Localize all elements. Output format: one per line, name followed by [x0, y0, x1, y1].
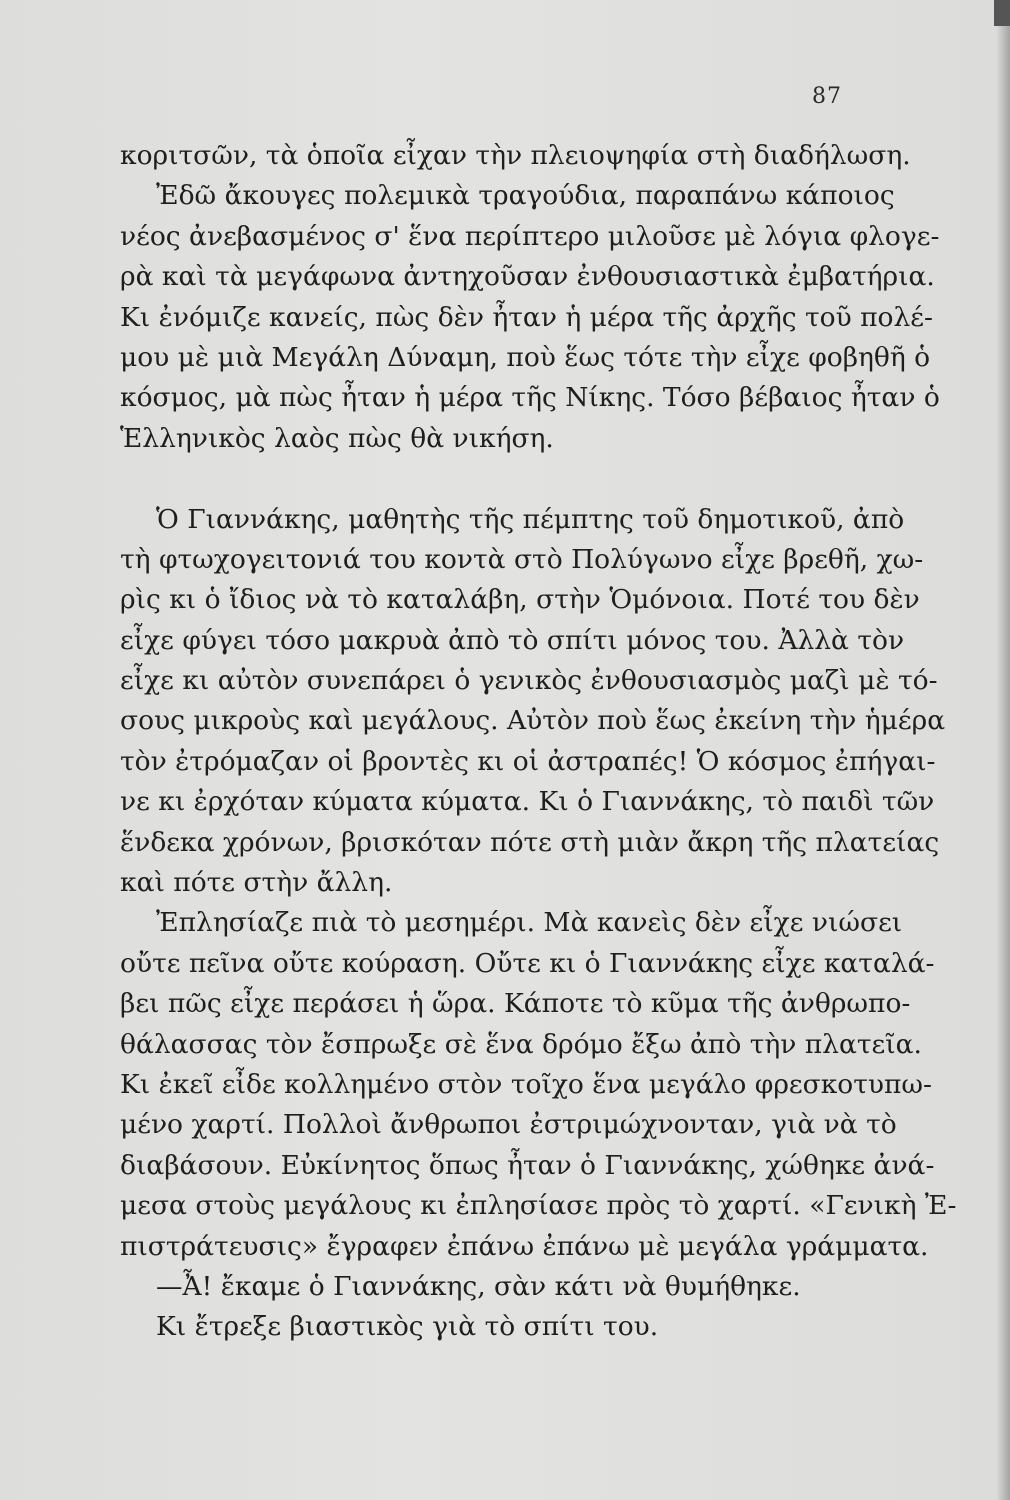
- text-line: μου μὲ μιὰ Μεγάλη Δύναμη, ποὺ ἕως τότε τὴν εἶχε φοβηθῆ ὁ: [120, 341, 931, 373]
- text-line: Κι ἐνόμιζε κανείς, πὼς δὲν ἦταν ἡ μέρα τῆς ἀρχῆς τοῦ πολέ-: [120, 301, 933, 333]
- text-line: μεσα στοὺς μεγάλους κι ἐπλησίασε πρὸς τὸ χαρτί. «Γενικὴ Ἐ-: [120, 1190, 957, 1222]
- text-line: διαβάσουν. Εὐκίνητος ὅπως ἦταν ὁ Γιαννάκης, χώθηκε ἀνά-: [120, 1149, 935, 1181]
- text-line: τὴ φτωχογειτονιά του κοντὰ στὸ Πολύγωνο εἶχε βρεθῆ, χω-: [120, 543, 924, 575]
- text-line: μένο χαρτί. Πολλοὶ ἄνθρωποι ἐστριμώχνονταν, γιὰ νὰ τὸ: [120, 1109, 897, 1141]
- text-line: κοριτσῶν, τὰ ὁποῖα εἶχαν τὴν πλειοψηφία στὴ διαδήλωση.: [120, 140, 911, 171]
- text-line: Ἐπλησίαζε πιὰ τὸ μεσημέρι. Μὰ κανεὶς δὲν εἶχε νιώσει: [156, 907, 903, 939]
- scan-corner-mark: [994, 0, 1010, 26]
- text-line: πιστράτευσις» ἔγραφεν ἐπάνω ἐπάνω μὲ μεγάλα γράμματα.: [120, 1230, 929, 1262]
- text-line: τὸν ἐτρόμαζαν οἱ βροντὲς κι οἱ ἀστραπές! Ὁ κόσμος ἐπήγαι-: [120, 745, 936, 777]
- body-text: [120, 136, 957, 1348]
- page-edge-shadow: [996, 0, 1010, 1500]
- text-line: ρὰ καὶ τὰ μεγάφωνα ἀντηχοῦσαν ἐνθουσιαστικὰ ἐμβατήρια.: [120, 261, 935, 293]
- text-line: Ἐδῶ ἄκουγες πολεμικὰ τραγούδια, παραπάνω κάποιος: [156, 180, 895, 212]
- text-line: Ὁ Γιαννάκης, μαθητὴς τῆς πέμπτης τοῦ δημοτικοῦ, ἀπὸ: [156, 503, 905, 535]
- text-line: θάλασσας τὸν ἔσπρωξε σὲ ἕνα δρόμο ἔξω ἀπὸ τὴν πλατεῖα.: [120, 1028, 922, 1060]
- text-line: κόσμος, μὰ πὼς ἦταν ἡ μέρα τῆς Νίκης. Τόσο βέβαιος ἦταν ὁ: [120, 382, 940, 414]
- text-line: εἶχε κι αὐτὸν συνεπάρει ὁ γενικὸς ἐνθουσιασμὸς μαζὶ μὲ τό-: [120, 665, 938, 697]
- text-line: Κι ἔτρεξε βιαστικὸς γιὰ τὸ σπίτι του.: [156, 1311, 659, 1343]
- text-line: σους μικροὺς καὶ μεγάλους. Αὐτὸν ποὺ ἕως ἐκείνη τὴν ἡμέρα: [120, 705, 946, 737]
- text-line: καὶ πότε στὴν ἄλλη.: [120, 867, 393, 899]
- text-line: ἕνδεκα χρόνων, βρισκόταν πότε στὴ μιὰν ἄκρη τῆς πλατείας: [120, 826, 940, 858]
- text-line: Κι ἐκεῖ εἶδε κολλημένο στὸν τοῖχο ἕνα μεγάλο φρεσκοτυπω-: [120, 1068, 932, 1100]
- text-line: νε κι ἐρχόταν κύματα κύματα. Κι ὁ Γιαννάκης, τὸ παιδὶ τῶν: [120, 786, 935, 818]
- text-line: ρὶς κι ὁ ἴδιος νὰ τὸ καταλάβη, στὴν Ὁμόνοια. Ποτέ του δὲν: [120, 584, 920, 616]
- text-line: εἶχε φύγει τόσο μακρυὰ ἀπὸ τὸ σπίτι μόνος του. Ἀλλὰ τὸν: [120, 624, 905, 656]
- text-line: οὔτε πεῖνα οὔτε κούραση. Οὔτε κι ὁ Γιαννάκης εἶχε καταλά-: [120, 947, 935, 979]
- text-line: Ἑλληνικὸς λαὸς πὼς θὰ νικήση.: [120, 422, 554, 454]
- text-line: νέος ἀνεβασμένος σ' ἕνα περίπτερο μιλοῦσε μὲ λόγια φλογε-: [120, 220, 940, 252]
- paragraph-gap: [120, 459, 840, 499]
- page-number: 87: [812, 84, 842, 109]
- text-line: —Ἆ! ἔκαμε ὁ Γιαννάκης, σὰν κάτι νὰ θυμήθηκε.: [156, 1270, 801, 1302]
- text-line: βει πῶς εἶχε περάσει ἡ ὥρα. Κάποτε τὸ κῦμα τῆς ἀνθρωπο-: [120, 988, 911, 1020]
